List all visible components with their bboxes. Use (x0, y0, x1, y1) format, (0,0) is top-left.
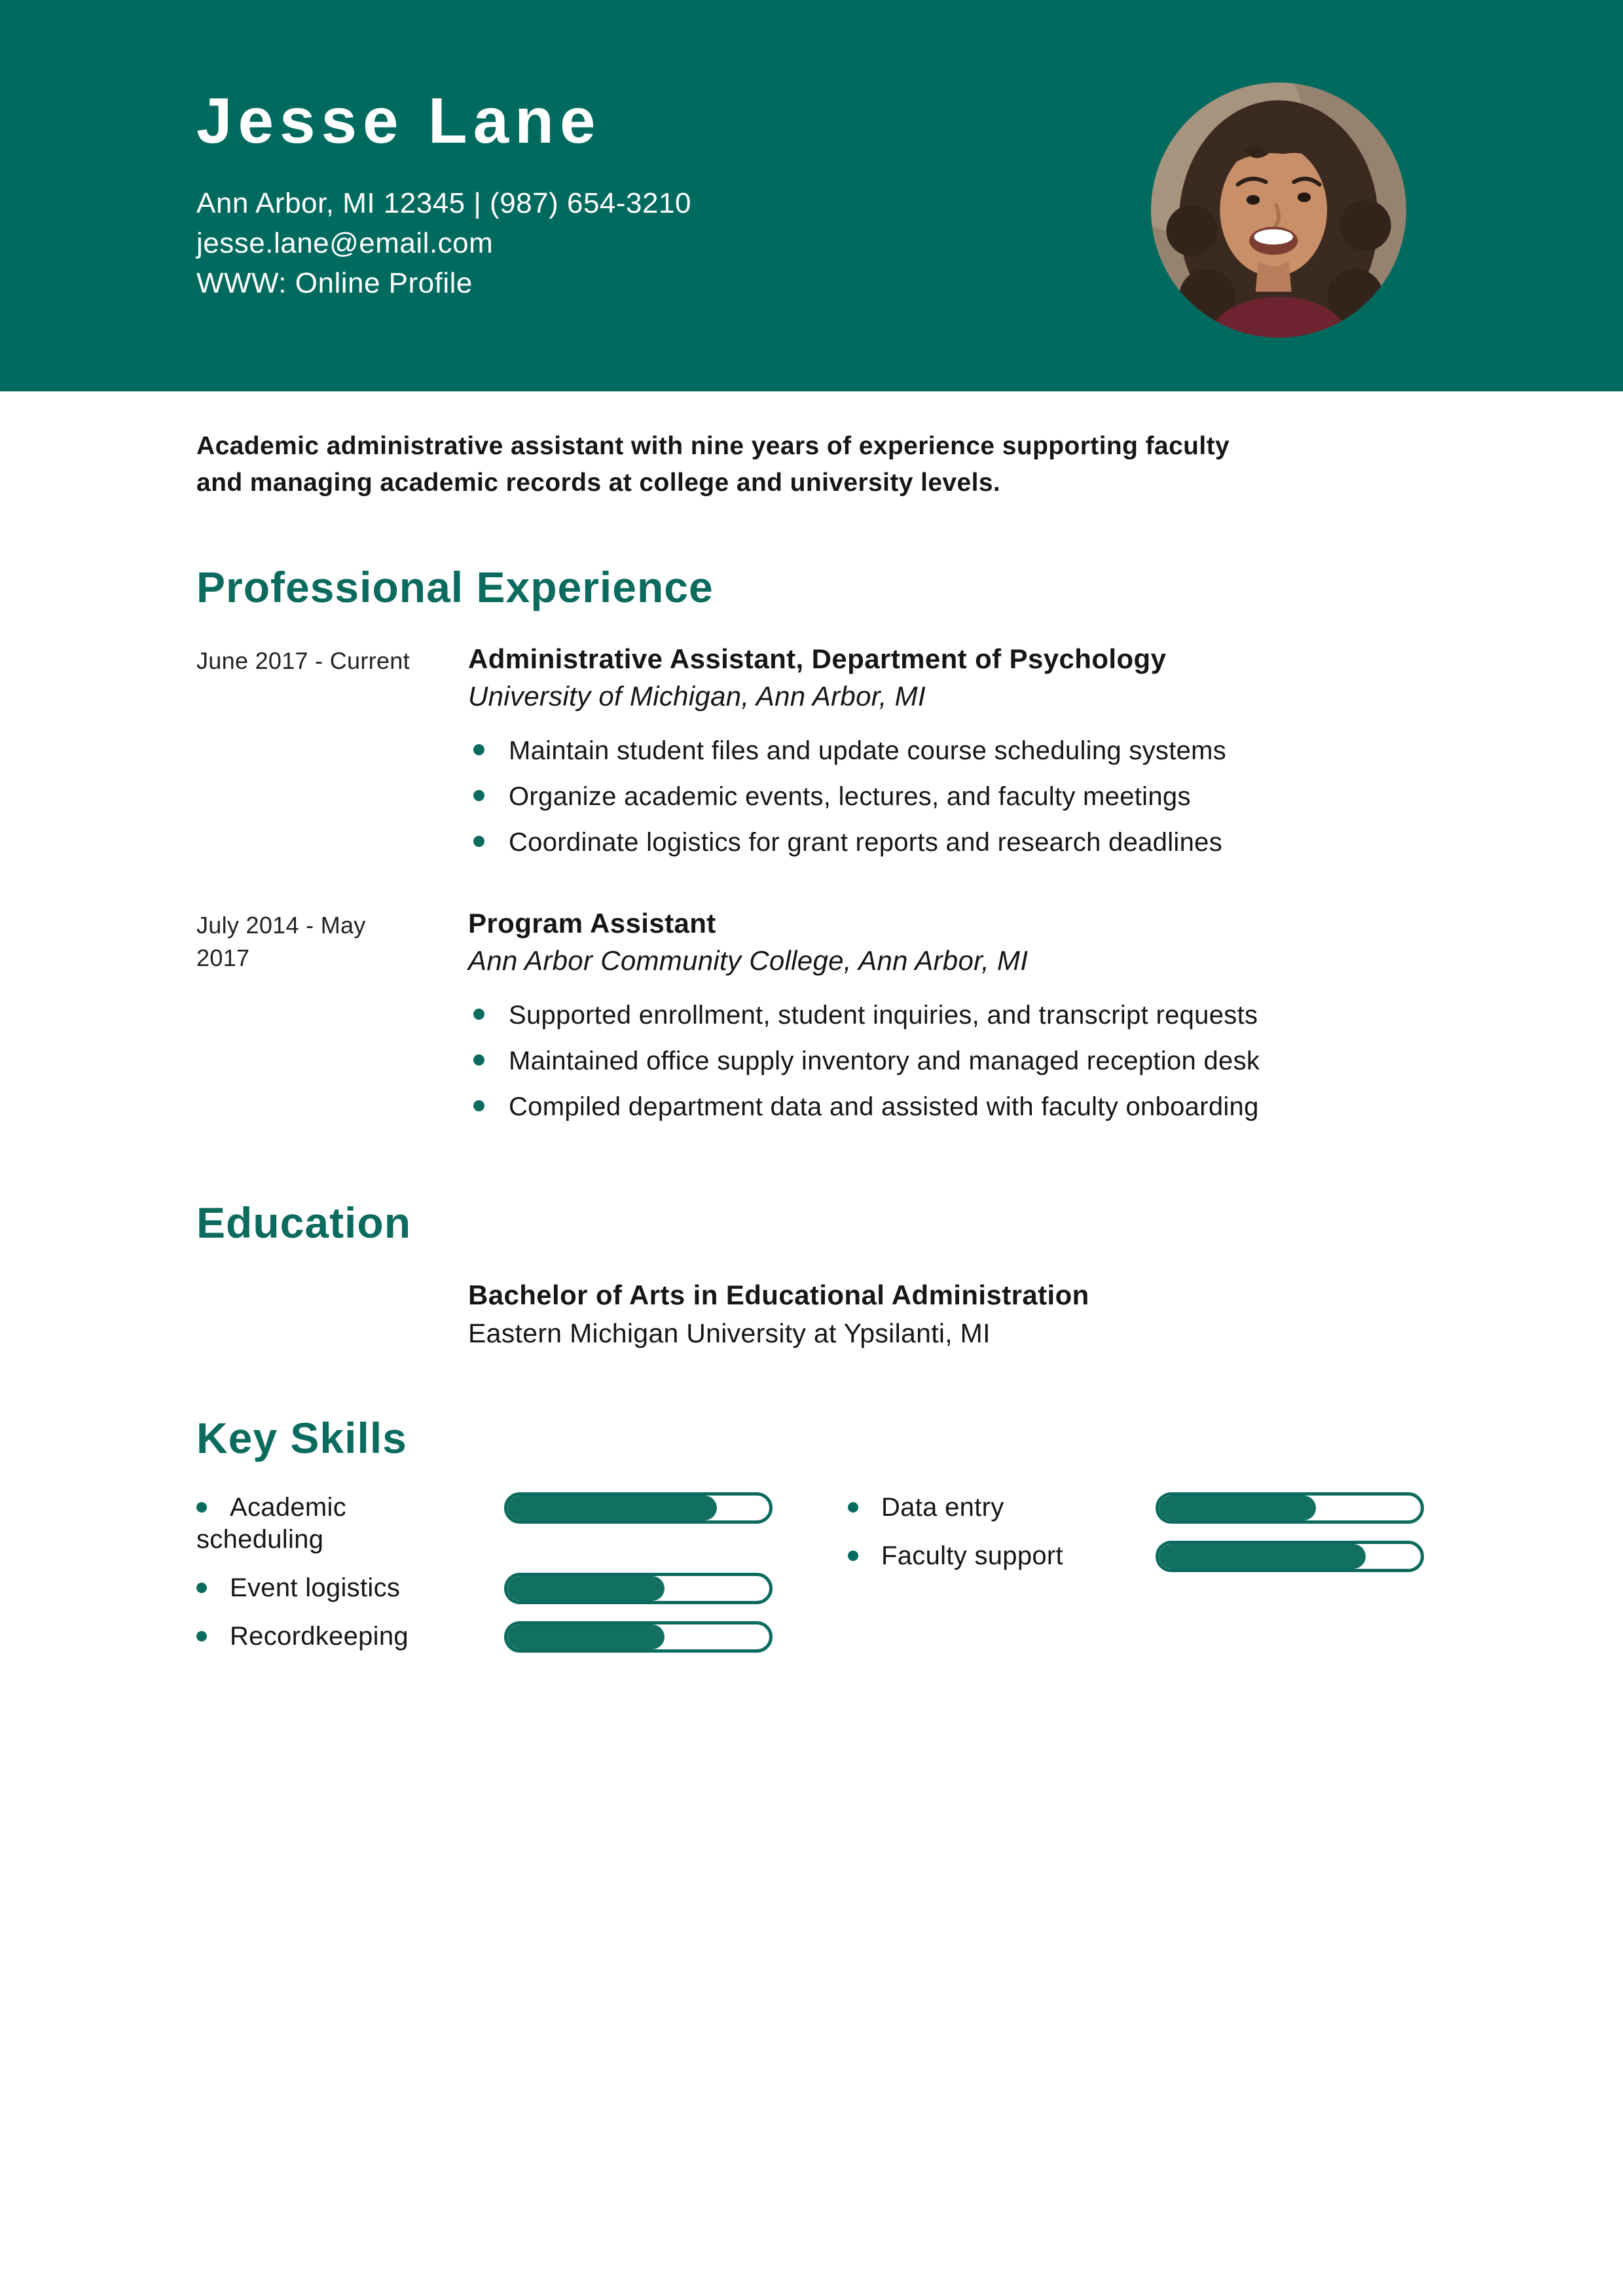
job-bullet: Maintain student files and update course scheduling systems (468, 735, 1427, 766)
professional-summary: Academic administrative assistant with nine years of experience supporting faculty and managing academic records at college and university levels. (196, 432, 1230, 497)
skill-item (196, 1492, 773, 1556)
bullet-dot-icon (196, 1583, 207, 1593)
profile-photo (1151, 82, 1406, 338)
job-details (468, 905, 1427, 1137)
job-bullet: Coordinate logistics for grant reports and research deadlines (468, 827, 1427, 858)
job-bullet: Organize academic events, lectures, and faculty meetings (468, 781, 1427, 812)
education-school: Eastern Michigan University at Ypsilanti, MI (468, 1318, 991, 1348)
skill-name: Academic scheduling (196, 1493, 347, 1554)
job-dates: July 2014 - May 2017 (196, 912, 366, 971)
job-details (468, 641, 1427, 872)
skill-item (848, 1492, 1424, 1524)
skill-label-wrap (848, 1540, 1074, 1572)
skill-progress-fill (1159, 1544, 1366, 1569)
job-entry (196, 905, 1427, 1137)
section-title-education: Education (196, 1198, 412, 1247)
skill-label-wrap (196, 1621, 422, 1653)
skill-progress-fill (507, 1496, 717, 1520)
skill-progress-bar (504, 1492, 773, 1524)
skill-name: Data entry (881, 1493, 1004, 1522)
job-bullet-list (468, 999, 1427, 1122)
skill-progress-bar (1156, 1541, 1424, 1572)
skill-item (848, 1540, 1424, 1572)
bullet-dot-icon (848, 1502, 858, 1513)
section-title-skills: Key Skills (196, 1414, 407, 1462)
skill-name: Event logistics (230, 1573, 401, 1602)
email-address: jesse.lane@email.com (196, 227, 494, 259)
skills-grid (196, 1492, 1427, 1669)
skill-label-wrap (196, 1572, 422, 1604)
job-entry (196, 641, 1427, 872)
job-bullet: Maintained office supply inventory and managed reception desk (468, 1045, 1427, 1077)
skills-column-right (848, 1492, 1424, 1669)
skill-name: Faculty support (881, 1541, 1063, 1570)
job-company: University of Michigan, Ann Arbor, MI (468, 681, 926, 711)
education-degree: Bachelor of Arts in Educational Administration (468, 1280, 1089, 1310)
skill-item (196, 1621, 773, 1653)
skill-progress-fill (507, 1576, 665, 1601)
skill-name: Recordkeeping (230, 1622, 409, 1651)
person-name: Jesse Lane (196, 84, 602, 156)
skill-progress-bar (1156, 1492, 1424, 1524)
skills-column-left (196, 1492, 773, 1669)
profile-photo-illustration (1151, 82, 1406, 338)
skill-label-wrap (196, 1492, 422, 1556)
skill-label-wrap (848, 1492, 1074, 1524)
header-identity (196, 84, 1623, 303)
skill-item (196, 1572, 773, 1604)
job-dates: June 2017 - Current (196, 647, 410, 674)
skill-progress-fill (1159, 1496, 1316, 1520)
website-link[interactable]: WWW: Online Profile (196, 267, 473, 299)
header-band (0, 0, 1623, 391)
job-title: Administrative Assistant, Department of Psychology (468, 643, 1167, 674)
job-company: Ann Arbor Community College, Ann Arbor, MI (468, 945, 1029, 976)
skill-progress-fill (507, 1624, 665, 1649)
bullet-dot-icon (196, 1502, 207, 1513)
skill-progress-bar (504, 1621, 773, 1653)
bullet-dot-icon (196, 1631, 207, 1641)
job-title: Program Assistant (468, 908, 716, 939)
education-entry (468, 1276, 1623, 1352)
job-bullet-list (468, 735, 1427, 858)
contact-line: Ann Arbor, MI 12345 | (987) 654-3210 (196, 187, 691, 219)
section-title-experience: Professional Experience (196, 563, 714, 611)
job-bullet: Compiled department data and assisted with faculty onboarding (468, 1091, 1427, 1122)
job-bullet: Supported enrollment, student inquiries, and transcript requests (468, 999, 1427, 1031)
resume-body (0, 391, 1623, 1669)
skill-progress-bar (504, 1573, 773, 1604)
bullet-dot-icon (848, 1551, 858, 1561)
